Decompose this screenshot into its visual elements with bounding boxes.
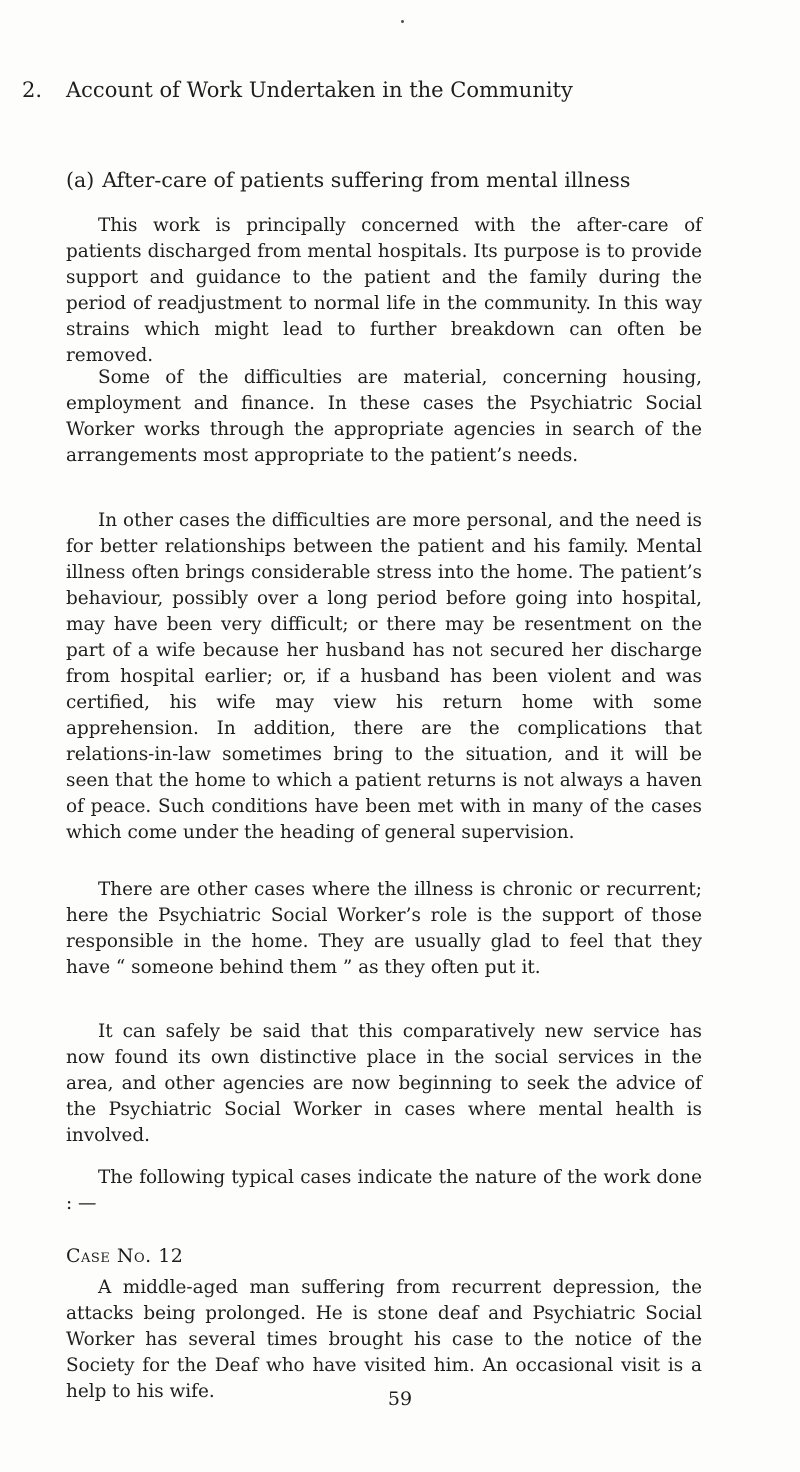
print-speck [401, 20, 404, 23]
section-heading [22, 78, 573, 102]
paragraph-6: The following typical cases indicate the nature of the work done : — [66, 1167, 702, 1214]
page-number: 59 [387, 1388, 413, 1410]
paragraph-2: Some of the difficulties are material, concerning housing, employment and finance. In these cases the Psychiatric Social Worker works through the appropriate agencies in search of the arrangements most appropriate to the patient’s needs. [66, 367, 702, 466]
paragraph-3: In other cases the difficulties are more personal, and the need is for better relationships between the patient and his family. Mental illness often brings considerable stress into the home. The patient’s behaviour, possibly over a long period before going into hospital, may have been very difficult; or there may be resentment on the part of a wife because her husband has not secured her discharge from hospital earlier; or, if a husband has been violent and was certified, his wife may view his return home with some apprehension. In addition, there are the complications that relations-in-law sometimes bring to the situation, and it will be seen that the home to which a patient returns is not always a haven of peace. Such conditions have been met with in many of the cases which come under the heading of general supervision. [66, 510, 702, 843]
subsection-heading [66, 168, 630, 192]
subsection-title: After-care of patients suffering from mental illness [102, 168, 631, 192]
section-title: Account of Work Undertaken in the Community [66, 78, 573, 102]
subsection-letter: (a) [66, 168, 95, 192]
paragraph-1: This work is principally concerned with the after-care of patients discharged from mental hospitals. Its purpose is to provide support and guidance to the patient and the family during the period of readjustment to normal life in the community. In this way strains which might lead to further breakdown can often be removed. [66, 215, 702, 366]
paragraph-5: It can safely be said that this comparatively new service has now found its own distinctive place in the social services in the area, and other agencies are now beginning to seek the advice of the Psychiatric Social Worker in cases where mental health is involved. [66, 1021, 702, 1146]
case-paragraph: A middle-aged man suffering from recurrent depression, the attacks being prolonged. He is stone deaf and Psychiatric Social Worker has several times brought his case to the notice of the Society for the Deaf who have visited him. An occasional visit is a help to his wife. [66, 1277, 702, 1402]
case-heading: Case No. 12 [66, 1245, 184, 1267]
section-number: 2. [22, 78, 43, 102]
paragraph-4: There are other cases where the illness is chronic or recurrent; here the Psychiatric Social Worker’s role is the support of those responsible in the home. They are usually glad to feel that they have “ someone behind them ” as they often put it. [66, 879, 702, 978]
